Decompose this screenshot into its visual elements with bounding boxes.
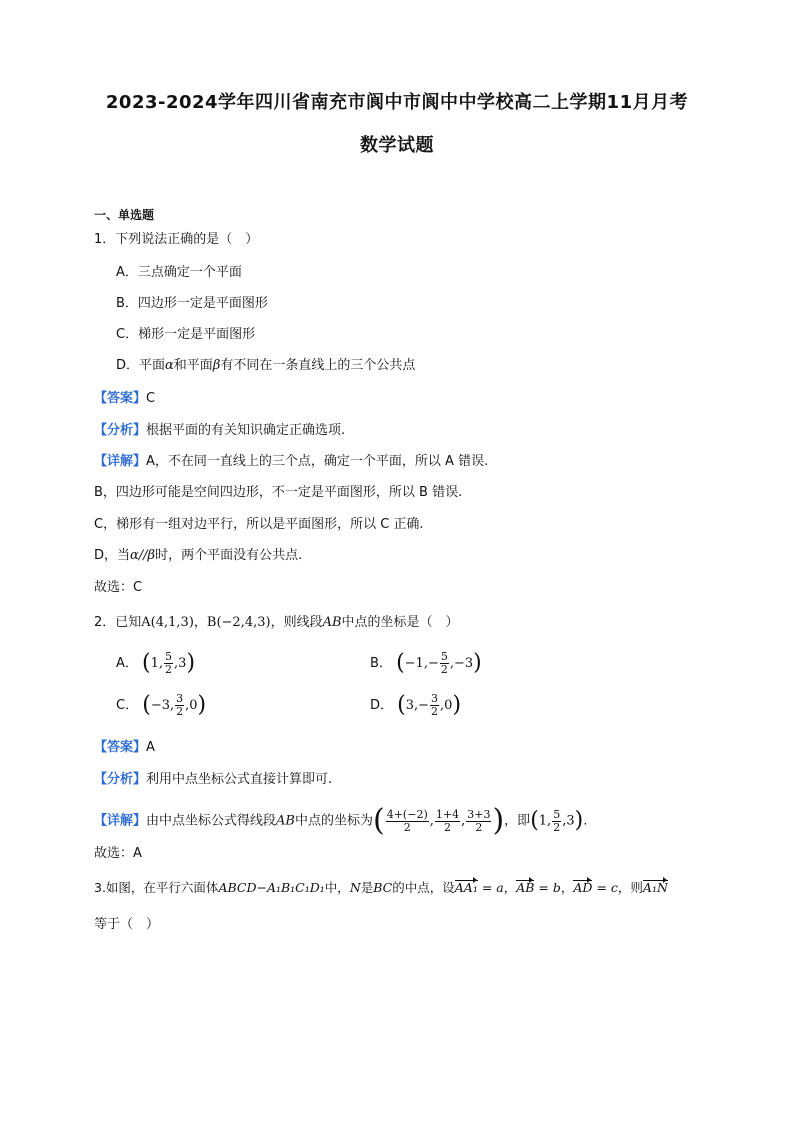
q1-analysis: [94, 424, 345, 437]
right-paren: ): [473, 650, 482, 676]
q3-stem: 3.如图，在平行六面体ABCD−A₁B₁C₁D₁中，N是BC的中点，设AA₁ = a，AB = b，AD = c，则A₁N: [94, 880, 668, 895]
q1-answer: [94, 392, 155, 405]
section-heading: 一、单选题: [94, 208, 155, 222]
q2-detail-then: ，即: [504, 813, 531, 829]
q1-option-d-suffix: 有不同在一条直线上的三个公共点: [220, 358, 416, 373]
q2-result-pre: 1,: [538, 813, 552, 829]
fraction: [386, 809, 429, 834]
comma: ,: [429, 813, 434, 829]
q2-stem-mid: ，则线段: [270, 615, 323, 630]
equals: =: [534, 880, 553, 895]
point-b: B(−2,4,3): [206, 615, 271, 630]
fraction-denominator: 2: [431, 705, 439, 718]
fraction-denominator: 2: [440, 663, 448, 676]
q3-stem-mid3: 的中点，设: [392, 880, 455, 895]
q1-detail-3: C，梯形有一组对边平行，所以是平面图形，所以 C 正确.: [94, 517, 424, 532]
q3-stem-end: 等于（ ）: [94, 917, 160, 932]
fraction-numerator: 4+(−2): [386, 807, 428, 821]
q1-option-c: C．梯形一定是平面图形: [116, 327, 256, 342]
point-a: A(4,1,3): [141, 615, 194, 630]
vector-ad: AD: [573, 880, 593, 895]
q1-detail-1-text: A，不在同一直线上的三个点，确定一个平面，所以 A 错误.: [146, 454, 489, 469]
q2-option-b-post: ,−3: [449, 656, 474, 671]
q1-option-b: B．四边形一定是平面图形: [116, 296, 268, 311]
fraction-numerator: 3: [176, 692, 184, 705]
answer-tag: 【答案】: [94, 391, 147, 406]
left-paren: (: [530, 808, 539, 833]
segment-ab: AB: [276, 813, 295, 829]
right-paren: ): [186, 650, 196, 676]
segment-ab: AB: [322, 615, 342, 630]
left-paren: (: [396, 650, 405, 676]
q2-option-c: [116, 693, 206, 718]
parallel-expression: α//β: [130, 548, 156, 563]
fraction-denominator: 2: [475, 820, 483, 834]
q2-option-c-pre: −3,: [150, 698, 175, 713]
fraction-denominator: 2: [165, 663, 173, 676]
q2-detail: 【详解】由中点坐标公式得线段AB中点的坐标为( $\frac{4+(-2)}{2}$ , $\frac{1+4}{2}$ , $\frac{3+3}{2}$ )，即(1, $\frac{5}{2}$ ,3).: [94, 803, 588, 838]
q2-option-c-label: C．: [116, 698, 139, 713]
beta-symbol: β: [212, 358, 221, 373]
q2-detail-prefix: 由中点坐标公式得线段: [146, 813, 277, 829]
q2-stem-prefix: 2．已知: [94, 615, 142, 630]
vector-c: c: [610, 880, 618, 895]
doc-title-line2: 数学试题: [360, 135, 434, 156]
fraction: [435, 809, 460, 834]
q2-option-d-pre: 3,−: [405, 698, 430, 713]
detail-tag: 【详解】: [94, 454, 147, 469]
q2-option-a: [116, 651, 195, 676]
analysis-tag: 【分析】: [94, 772, 147, 787]
q3-stem-mid1: 中，: [324, 880, 350, 895]
fraction: [164, 651, 173, 676]
q1-option-d-mid: 和平面: [173, 358, 213, 373]
vector-ab: AB: [516, 880, 535, 895]
q2-analysis: [94, 773, 332, 786]
q2-choose: 故选：A: [94, 846, 142, 861]
segment-bc: BC: [373, 880, 393, 895]
vector-b: b: [552, 880, 561, 895]
fraction: [175, 693, 184, 718]
vector-aa1: AA₁: [454, 880, 478, 895]
q2-option-a-post: ,3: [174, 656, 187, 671]
q1-answer-value: C: [146, 391, 156, 406]
q2-option-d: [370, 693, 461, 718]
equals: =: [592, 880, 611, 895]
fraction-numerator: 1+4: [435, 807, 460, 821]
q1-detail-2: B，四边形可能是空间四边形，不一定是平面图形，所以 B 错误.: [94, 485, 463, 500]
left-paren: (: [373, 803, 385, 838]
q2-option-b-label: B．: [370, 656, 392, 671]
analysis-tag: 【分析】: [94, 423, 147, 438]
q2-option-d-post: ,0: [440, 698, 453, 713]
right-paren: ): [197, 692, 207, 718]
q1-detail-4-suffix: 时，两个平面没有公共点.: [155, 548, 303, 563]
q1-option-d: [116, 359, 415, 372]
q2-option-b-pre: −1,−: [404, 656, 439, 671]
left-paren: (: [397, 692, 406, 718]
comma: ,: [461, 813, 466, 829]
fraction: [552, 809, 561, 834]
q3-stem-mid2: 是: [360, 880, 374, 895]
right-paren: ): [452, 692, 462, 718]
q2-analysis-text: 利用中点坐标公式直接计算即可.: [146, 772, 333, 787]
q2-stem: [94, 616, 459, 629]
fraction-denominator: 2: [553, 820, 561, 834]
q2-stem-sep: ，: [193, 615, 207, 630]
point-n: N: [349, 880, 361, 895]
fraction-numerator: 5: [440, 650, 448, 663]
q1-analysis-text: 根据平面的有关知识确定正确选项.: [146, 423, 346, 438]
equals: =: [477, 880, 497, 895]
fraction-denominator: 2: [176, 705, 184, 718]
q1-detail-4: [94, 549, 302, 562]
q2-stem-suffix: 中点的坐标是（ ）: [341, 615, 459, 630]
doc-title-line1: 2023-2024学年四川省南充市阆中市阆中中学校高二上学期11月月考: [105, 92, 689, 113]
q2-result-post: ,3: [562, 813, 575, 829]
fraction: [430, 693, 439, 718]
fraction-numerator: 3+3: [467, 807, 491, 821]
q2-answer: [94, 741, 155, 754]
q1-detail-4-prefix: D，当: [94, 548, 131, 563]
fraction-numerator: 5: [553, 807, 561, 821]
fraction: [440, 651, 449, 676]
fraction: [466, 809, 491, 834]
fraction-denominator: 2: [403, 820, 411, 834]
q3-stem-prefix: 3.如图，在平行六面体: [94, 880, 219, 895]
q2-option-b: [370, 651, 482, 676]
fraction-numerator: 3: [431, 692, 439, 705]
q2-answer-value: A: [146, 740, 155, 755]
fraction-numerator: 5: [165, 650, 173, 663]
solid-name: ABCD−A₁B₁C₁D₁: [218, 880, 325, 895]
left-paren: (: [142, 692, 151, 718]
answer-tag: 【答案】: [94, 740, 147, 755]
q1-stem: 1．下列说法正确的是（ ）: [94, 232, 259, 247]
q2-detail-mid: 中点的坐标为: [294, 813, 373, 829]
q1-choose: 故选：C: [94, 580, 143, 595]
q2-option-a-label: A．: [116, 656, 138, 671]
alpha-symbol: α: [165, 358, 174, 373]
q2-option-a-pre: 1,: [150, 656, 164, 671]
right-paren: ): [574, 808, 584, 833]
q2-option-c-post: ,0: [185, 698, 198, 713]
vector-a: a: [496, 880, 504, 895]
q1-option-d-prefix: D．平面: [116, 358, 166, 373]
vector-a1n: A₁N: [642, 880, 668, 895]
q3-stem-mid4: ，则: [617, 880, 643, 895]
right-paren: ): [492, 803, 505, 838]
detail-tag: 【详解】: [94, 813, 147, 829]
q1-option-a: A．三点确定一个平面: [116, 265, 242, 280]
left-paren: (: [142, 650, 151, 676]
q2-option-d-label: D．: [370, 698, 394, 713]
fraction-denominator: 2: [443, 820, 451, 834]
q1-detail-1: [94, 455, 488, 468]
